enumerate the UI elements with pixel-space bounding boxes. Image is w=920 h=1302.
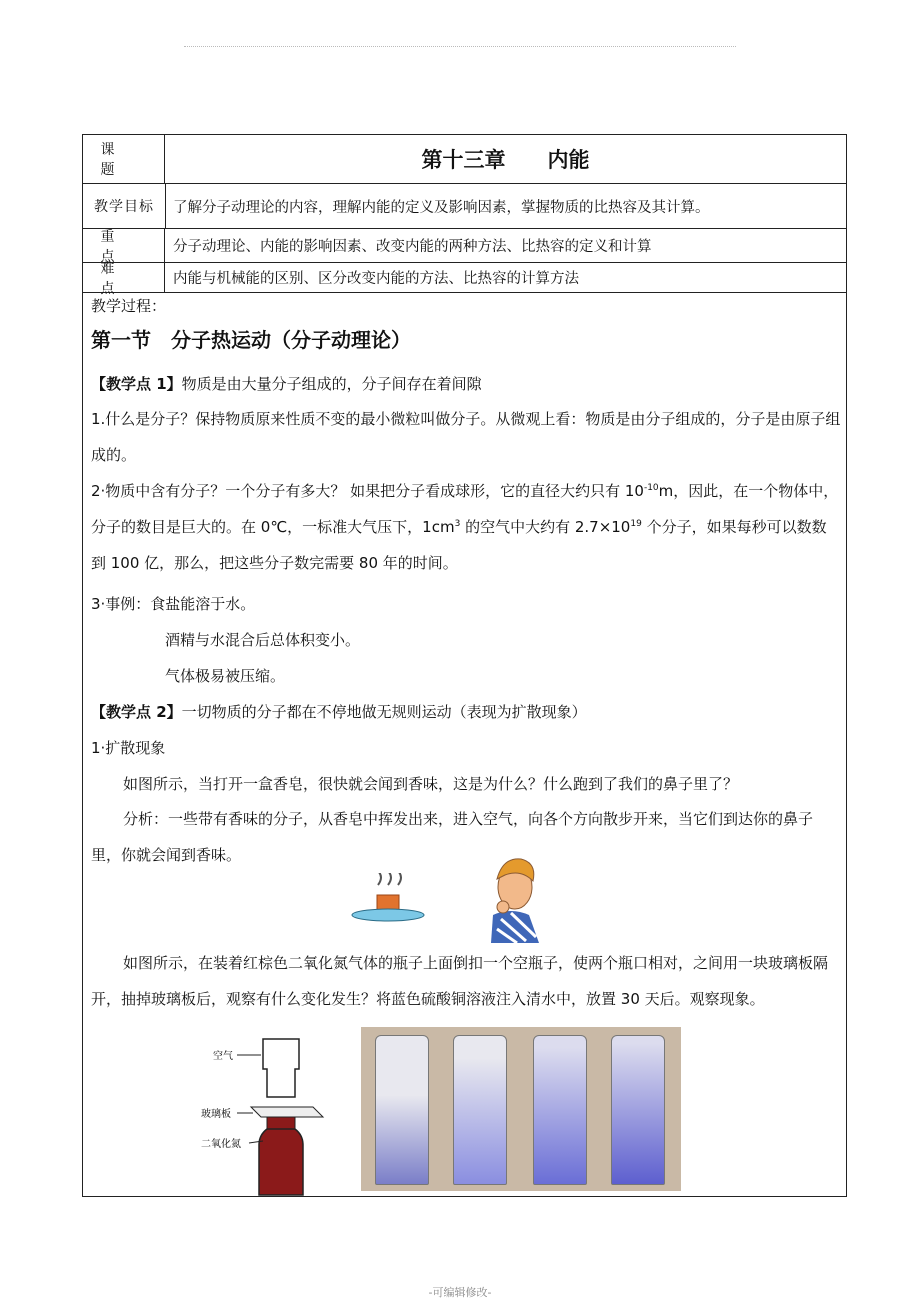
row-topic [83,135,846,184]
chapter-title: 第十三章 内能 [421,148,590,172]
copper-sulfate-photos [361,1027,681,1191]
header-rule [184,46,736,47]
process-label: 教学过程： [91,297,167,315]
label-difficulties: 难 点 [83,263,165,292]
cylinder-2 [453,1035,507,1185]
point2 [91,703,587,721]
row-goals [83,184,846,229]
row-difficulties [83,260,846,297]
no2-diffusion-diagram [201,1033,341,1198]
paragraph-6: 分析：一些带有香味的分子，从香皂中挥发出来，进入空气，向各个方向散步开来，当它们到达你的鼻子里，你就会闻到香味。 [91,810,814,864]
label-air: 空气 [213,1051,233,1062]
value-difficulties: 内能与机械能的区别、区分改变内能的方法、比热容的计算方法 [173,271,579,287]
lesson-plan-table [82,134,847,1197]
paragraph-5: 如图所示，当打开一盒香皂，很快就会闻到香味，这是为什么？什么跑到了我们的鼻子里了？ [123,775,739,793]
paragraph-3: 3·事例：食盐能溶于水。 [91,595,256,613]
label-goals: 教学目标 [83,184,166,228]
paragraph-2: 2·物质中含有分子？一个分子有多大？ 如果把分子看成球形，它的直径大约只有 $10^{-10}m$，因此，在一个物体中，分子的数目是巨大的。在 0℃，一标准大气压下，$1cm^3$ 的空气中大约有 $2.7\times 10^{19}$ 个分子，如果每秒可以数数到 100 亿，那么，把这些分子数完需要 80 年的时间。 [91,482,839,572]
point2-text: 一切物质的分子都在不停地做无规则运动（表现为扩散现象） [181,703,587,721]
paragraph-3b: 酒精与水混合后总体积变小。 [165,631,361,649]
value-key-points: 分子动理论、内能的影响因素、改变内能的两种方法、比热容的定义和计算 [173,239,652,255]
label-topic: 课 题 [83,135,165,183]
label-no2: 二氧化氮 [201,1139,241,1150]
paragraph-4: 1·扩散现象 [91,739,166,757]
label-key-points: 重 点 [83,229,165,262]
soap-dish-illustration [348,873,428,933]
point1-text: 物质是由大量分子组成的，分子间存在着间隙 [181,375,482,393]
section-title: 第一节 分子热运动（分子动理论） [91,328,411,352]
cylinder-3 [533,1035,587,1185]
man-smelling-illustration [481,853,551,943]
paragraph-7: 如图所示，在装着红棕色二氧化氮气体的瓶子上面倒扣一个空瓶子，使两个瓶口相对，之间用一块玻璃板隔开，抽掉玻璃板后，观察有什么变化发生？将蓝色硫酸铜溶液注入清水中，放置 30 天后。观察现象。 [91,954,829,1008]
paragraph-1: 1.什么是分子？保持物质原来性质不变的最小微粒叫做分子。从微观上看：物质是由分子组成的，分子是由原子组成的。 [91,410,841,464]
point2-tag: 【教学点 2】 [91,703,182,721]
cylinder-1 [375,1035,429,1185]
value-goals: 了解分子动理论的内容，理解内能的定义及影响因素，掌握物质的比热容及其计算。 [173,199,710,216]
footer-note: -可编辑修改- [428,1286,492,1299]
paragraph-3c: 气体极易被压缩。 [165,667,286,685]
cylinder-4 [611,1035,665,1185]
point1 [91,375,482,393]
label-glass: 玻璃板 [201,1109,231,1120]
row-key-points [83,229,846,263]
point1-tag: 【教学点 1】 [91,375,182,393]
